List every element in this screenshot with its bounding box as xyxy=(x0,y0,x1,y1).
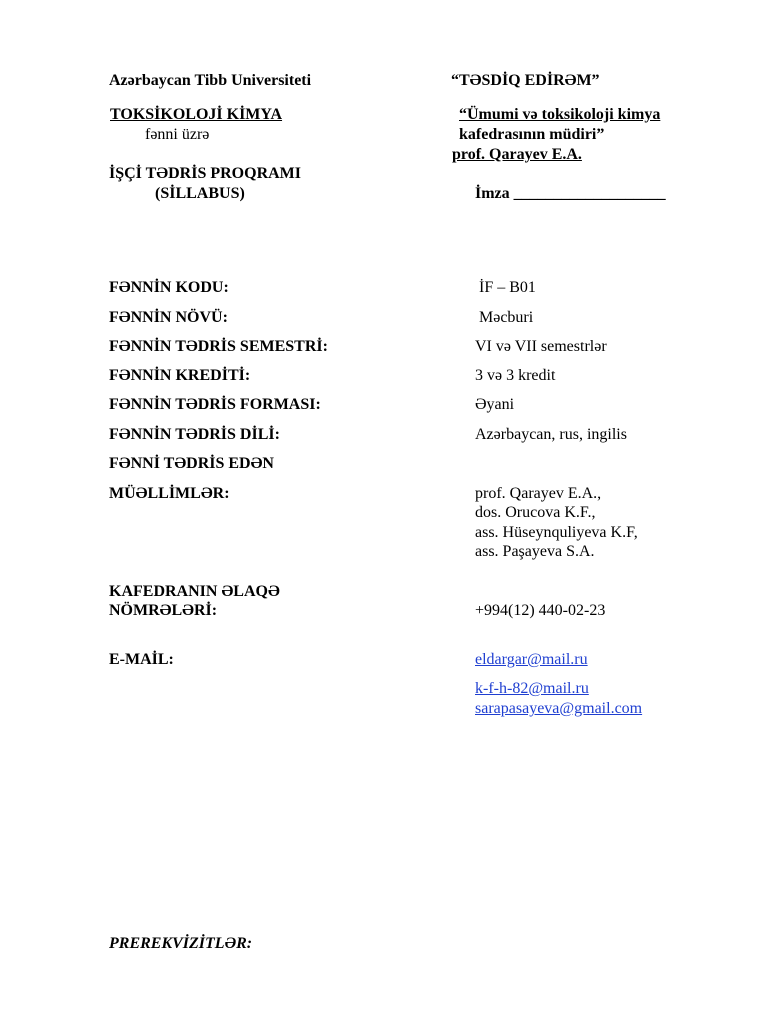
credit-label: FƏNNİN KREDİTİ: xyxy=(109,367,251,384)
email-link-1[interactable]: eldargar@mail.ru xyxy=(475,651,588,668)
teacher-3: ass. Hüseynquliyeva K.F, xyxy=(475,524,638,541)
email-link-2[interactable]: k-f-h-82@mail.ru xyxy=(475,680,589,697)
type-value: Məcburi xyxy=(479,309,534,326)
teacher-2: dos. Orucova K.F., xyxy=(475,504,596,521)
phone-label-1: KAFEDRANIN ƏLAQƏ xyxy=(109,583,280,600)
language-value: Azərbaycan, rus, ingilis xyxy=(475,426,627,443)
department-head-name: prof. Qarayev E.A. xyxy=(452,146,582,163)
phone-value: +994(12) 440-02-23 xyxy=(475,602,606,619)
code-value: İF – B01 xyxy=(479,279,536,296)
approval-title: “TƏSDİQ EDİRƏM” xyxy=(451,72,600,89)
program-title: İŞÇİ TƏDRİS PROQRAMI xyxy=(109,165,301,182)
teachers-label-2: MÜƏLLİMLƏR: xyxy=(109,485,230,502)
teacher-1: prof. Qarayev E.A., xyxy=(475,485,602,502)
credit-value: 3 və 3 kredit xyxy=(475,367,556,384)
semester-label: FƏNNİN TƏDRİS SEMESTRİ: xyxy=(109,338,328,355)
phone-label-2: NÖMRƏLƏRİ: xyxy=(109,602,218,619)
semester-value: VI və VII semestrlər xyxy=(475,338,607,355)
code-label: FƏNNİN KODU: xyxy=(109,279,229,296)
signature-line: İmza ___________________ xyxy=(475,185,666,202)
department-line-1: “Ümumi və toksikoloji kimya xyxy=(459,106,661,123)
language-label: FƏNNİN TƏDRİS DİLİ: xyxy=(109,426,280,443)
form-label: FƏNNİN TƏDRİS FORMASI: xyxy=(109,396,321,413)
teacher-4: ass. Paşayeva S.A. xyxy=(475,543,595,560)
teachers-label-1: FƏNNİ TƏDRİS EDƏN xyxy=(109,455,274,472)
university-name: Azərbaycan Tibb Universiteti xyxy=(109,72,312,89)
subject-title: TOKSİKOLOJİ KİMYA xyxy=(110,106,283,123)
form-value: Əyani xyxy=(475,396,515,413)
email-label: E-MAİL: xyxy=(109,651,174,668)
subject-suffix: fənni üzrə xyxy=(145,126,210,143)
email-link-3[interactable]: sarapasayeva@gmail.com xyxy=(475,700,643,717)
prerequisites-heading: PREREKVİZİTLƏR: xyxy=(109,935,253,952)
syllabus-label: (SİLLABUS) xyxy=(155,185,245,202)
department-line-2: kafedrasının müdiri” xyxy=(459,126,605,143)
type-label: FƏNNİN NÖVÜ: xyxy=(109,309,228,326)
